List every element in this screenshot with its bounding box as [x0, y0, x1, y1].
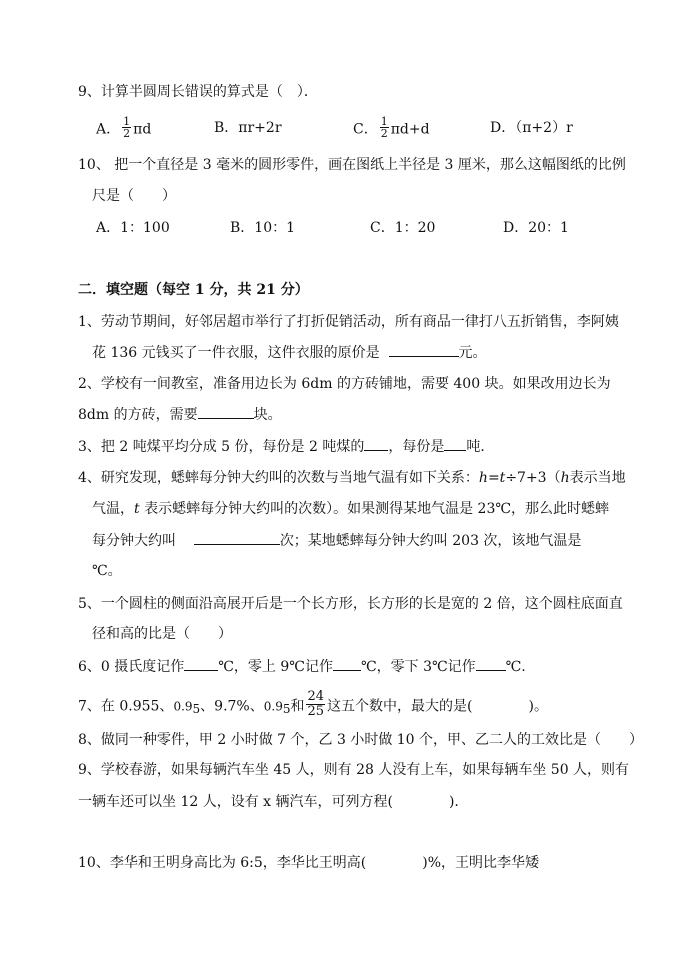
fill-7-value-2-repeat: 5: [282, 701, 291, 716]
fill-7-and: 和: [290, 698, 305, 715]
fill-7-line: [78, 689, 548, 721]
q9-option-d: D．（π+2）r: [490, 120, 573, 136]
q9-a-denominator: 2: [123, 127, 131, 140]
fill-5-line-1: 5、一个圆柱的侧面沿高展开后是一个长方形，长方形的长是宽的 2 倍，这个圆柱底面直: [78, 596, 623, 612]
q10-option-b: B．10：1: [230, 220, 296, 236]
fill-2-text-post: 块。: [253, 407, 282, 423]
fill-4-formula-rest: ÷7+3（: [505, 470, 561, 486]
fill-8-line: 8、做同一种零件，甲 2 小时做 7 个，乙 3 小时做 10 个，甲、乙二人的工效比是（ ）: [78, 732, 644, 748]
q9-option-b: B．πr+2r: [214, 120, 282, 136]
fill-4-line-2-post: 表示蟋蟀每分钟大约叫的次数）。如果测得某地气温是 23℃，那么此时蟋蟀: [144, 501, 610, 517]
fill-4-line-4: ℃。: [92, 563, 122, 579]
fill-10-line: 10、李华和王明身高比为 6:5，李华比王明高( )%，王明比李华矮: [78, 855, 540, 871]
question-9-stem: 9、计算半圆周长错误的算式是（ ）．: [78, 84, 318, 100]
fill-6-unit-2: ℃，零下 3℃记作: [360, 659, 476, 675]
q9-option-a-fraction: [122, 116, 131, 139]
fill-1-text-pre: 花 136 元钱买了一件衣服，这件衣服的原价是: [92, 345, 380, 361]
q9-a-numerator: 1: [123, 115, 131, 128]
q9-option-c: [353, 115, 430, 141]
fill-6-line: [78, 656, 526, 677]
fill-4-formula-t: t: [499, 470, 506, 486]
q9-c-denominator: 2: [380, 127, 388, 140]
fill-3-text-post: 吨．: [466, 439, 495, 455]
q9-option-a: [96, 115, 152, 141]
q10-option-c: C．1：20: [370, 220, 436, 236]
fill-4-formula-eq: =: [487, 470, 500, 486]
fill-1-text-post: 元。: [458, 345, 487, 361]
question-10-line-2: 尺是（ ）: [92, 188, 176, 204]
q9-option-c-label: C．: [353, 121, 378, 138]
fill-1-line-1: 1、劳动节期间，好邻居超市举行了打折促销活动，所有商品一律打八五折销售，李阿姨: [78, 314, 619, 330]
q9-option-a-label: A．: [96, 121, 121, 138]
fill-3-text-mid: ，每份是: [388, 439, 445, 455]
fill-4-text-pre: 4、研究发现，蟋蟀每分钟大约叫的次数与当地气温有如下关系：: [78, 470, 479, 486]
fill-7-denominator: 25: [307, 704, 325, 719]
fill-4-h-var: h: [560, 470, 570, 486]
fill-7-text-pre: 7、在 0.955、: [78, 698, 174, 715]
question-10-line-1: 10、 把一个直径是 3 毫米的圆形零件，画在图纸上半径是 3 厘米，那么这幅图纸的比例: [78, 157, 626, 173]
fill-6-blank-2[interactable]: [333, 656, 361, 671]
fill-4-text-post: 表示当地: [569, 470, 626, 486]
fill-9-line-2: 一辆车还可以坐 12 人，设有 x 辆汽车，可列方程( ).: [78, 794, 459, 810]
q10-option-a: A．1：100: [96, 220, 170, 236]
fill-3-text-pre: 3、把 2 吨煤平均分成 5 份，每份是 2 吨煤的: [78, 439, 365, 455]
section-2-title: 二．填空题（每空 1 分，共 21 分）: [78, 282, 309, 298]
fill-9-line-1: 9、学校春游，如果每辆汽车坐 45 人，则有 28 人没有上车，如果每辆车坐 50 人，则有: [78, 762, 630, 778]
fill-6-blank-3[interactable]: [476, 656, 506, 671]
fill-7-fraction: [306, 690, 325, 719]
fill-2-line-2: [78, 404, 282, 425]
fill-3-blank-1[interactable]: [364, 436, 388, 451]
fill-3-blank-2[interactable]: [444, 436, 466, 451]
fill-7-value-1-repeat: 5: [192, 701, 201, 716]
fill-3-line: [78, 436, 494, 457]
fill-7-value-2: 0.9: [263, 699, 283, 714]
fill-1-answer-blank[interactable]: [389, 342, 459, 357]
q10-option-d: D．20：1: [503, 220, 569, 236]
fill-4-formula-h: h: [478, 470, 488, 486]
fill-7-value-1: 0.9: [173, 699, 193, 714]
fill-4-line-1: [78, 468, 626, 488]
fill-6-unit-1: ℃，零上 9℃记作: [218, 659, 333, 675]
fill-6-blank-1[interactable]: [184, 656, 218, 671]
fill-4-blank-1[interactable]: [194, 530, 280, 545]
fill-4-line-3-pre: 每分钟大约叫: [92, 533, 176, 549]
fill-4-line-3-post: 次；某地蟋蟀每分钟大约叫 203 次，该地气温是: [279, 533, 582, 549]
fill-2-line-1: 2、学校有一间教室，准备用边长为 6dm 的方砖铺地，需要 400 块。如果改用边长为: [78, 376, 611, 392]
q9-option-c-tail: πd+d: [390, 121, 430, 138]
q9-option-a-tail: πd: [133, 121, 152, 138]
fill-5-line-2: 径和高的比是（ ）: [92, 626, 232, 642]
fill-4-line-2-pre: 气温，: [92, 501, 134, 517]
fill-7-numerator: 24: [307, 689, 325, 704]
fill-1-line-2: [92, 342, 487, 363]
fill-6-unit-3: ℃.: [505, 659, 526, 675]
fill-2-text-pre: 8dm 的方砖，需要: [78, 407, 198, 423]
q9-c-numerator: 1: [380, 115, 388, 128]
q9-option-c-fraction: [380, 116, 389, 139]
fill-4-line-2: [92, 499, 609, 519]
fill-6-text-pre: 6、0 摄氏度记作: [78, 659, 185, 675]
fill-4-line-3: [92, 530, 581, 551]
fill-4-t-var: t: [134, 501, 140, 517]
fill-7-text-post: 这五个数中，最大的是( )。: [327, 698, 548, 715]
fill-2-answer-blank[interactable]: [198, 404, 254, 419]
fill-7-sep: 、9.7%、: [200, 698, 264, 715]
